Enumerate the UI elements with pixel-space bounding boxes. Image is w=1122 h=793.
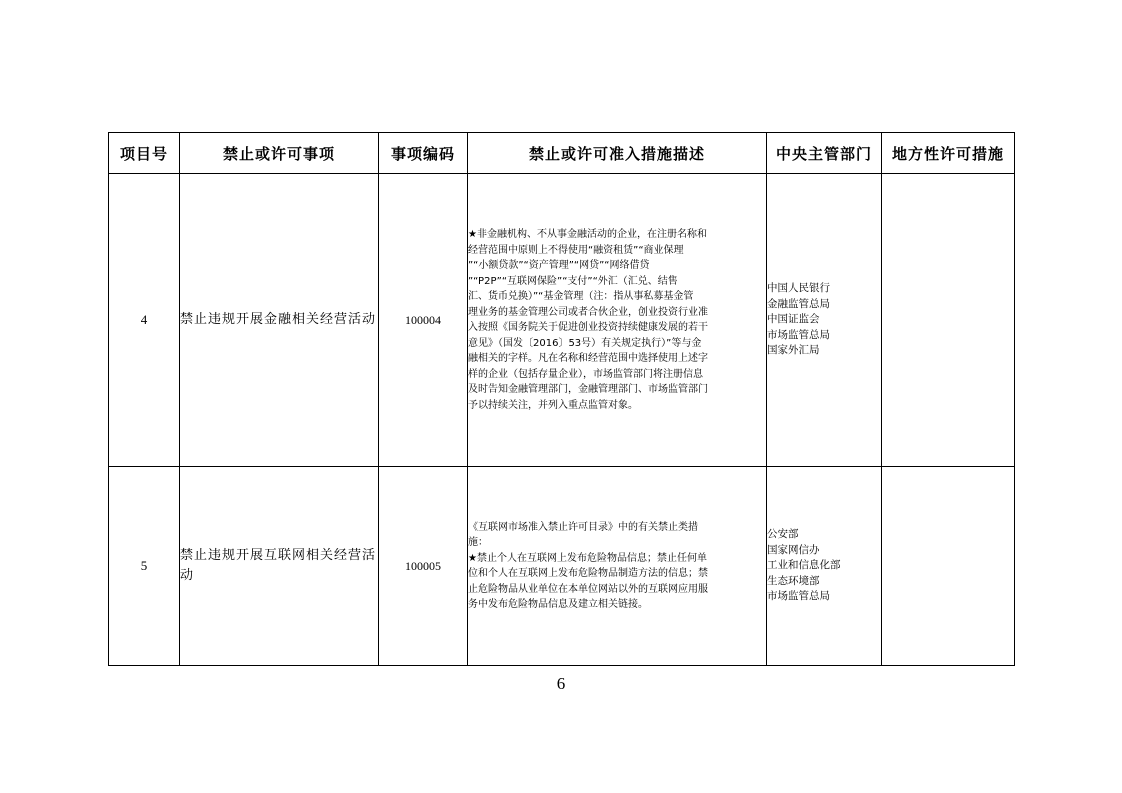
description-line: ”“P2P”“互联网保险”“支付”“外汇（汇兑、结售 (468, 275, 678, 287)
description-line: ★禁止个人在互联网上发布危险物品信息；禁止任何单 (468, 552, 707, 564)
table-row (109, 467, 1015, 666)
description-line: 理业务的基金管理公司或者合伙企业，创业投资行业准 (468, 306, 708, 318)
description-line: 止危险物品从业单位在本单位网站以外的互联网应用服 (468, 583, 708, 595)
department-name: 金融监管总局 (767, 297, 830, 310)
description-line: 意见》（国发〔2016〕53号）有关规定执行）”等与金 (468, 337, 702, 349)
department-name: 市场监管总局 (767, 590, 830, 603)
header-item-number: 项目号 (109, 133, 180, 174)
description-line: 予以持续关注，并列入重点监管对象。 (468, 399, 638, 411)
table-header-row (109, 133, 1015, 174)
page-number: 6 (556, 674, 566, 693)
central-departments (767, 174, 882, 467)
local-measures (882, 467, 1015, 666)
department-name: 中国证监会 (767, 313, 820, 326)
header-local-measures: 地方性许可措施 (882, 133, 1015, 174)
description-line: 《互联网市场准入禁止许可目录》中的有关禁止类措 (468, 521, 698, 533)
item-code: 100004 (379, 174, 468, 467)
department-name: 公安部 (767, 528, 799, 541)
header-item-name: 禁止或许可事项 (180, 133, 379, 174)
header-item-code: 事项编码 (379, 133, 468, 174)
table-row (109, 174, 1015, 467)
description-line: 汇、货币兑换）”“基金管理（注：指从事私募基金管 (468, 291, 694, 302)
description-line: ★非金融机构、不从事金融活动的企业，在注册名称和 (468, 229, 707, 240)
header-central-department: 中央主管部门 (767, 133, 882, 174)
department-name: 中国人民银行 (767, 282, 830, 295)
item-name: 禁止违规开展互联网相关经营活动 (180, 467, 379, 666)
description-line: 经营范围中原则上不得使用“融资租赁”“商业保理 (468, 244, 684, 256)
department-name: 工业和信息化部 (767, 559, 841, 572)
description-line: 融相关的字样。凡在名称和经营范围中选择使用上述字 (468, 353, 708, 364)
local-measures (882, 174, 1015, 467)
item-description (468, 467, 767, 666)
header-description: 禁止或许可准入措施描述 (468, 133, 767, 174)
item-number: 5 (109, 467, 180, 666)
item-description (468, 174, 767, 467)
description-line: 施： (468, 537, 488, 548)
description-line: ”“小额贷款”“资产管理”“网贷”“网络借贷 (468, 260, 650, 271)
department-name: 国家网信办 (767, 543, 820, 556)
department-name: 国家外汇局 (767, 344, 820, 357)
description-line: 入按照《国务院关于促进创业投资持续健康发展的若干 (468, 322, 708, 333)
description-line: 位和个人在互联网上发布危险物品制造方法的信息；禁 (468, 568, 708, 579)
description-line: 及时告知金融管理部门，金融管理部门、市场监管部门 (468, 384, 708, 395)
item-name: 禁止违规开展金融相关经营活动 (180, 174, 379, 467)
department-name: 市场监管总局 (767, 328, 830, 341)
description-line: 务中发布危险物品信息及建立相关链接。 (468, 599, 648, 610)
item-number: 4 (109, 174, 180, 467)
item-code: 100005 (379, 467, 468, 666)
description-line: 样的企业（包括存量企业），市场监管部门将注册信息 (468, 368, 703, 380)
department-name: 生态环境部 (767, 574, 820, 587)
regulation-table (108, 132, 1015, 666)
central-departments (767, 467, 882, 666)
